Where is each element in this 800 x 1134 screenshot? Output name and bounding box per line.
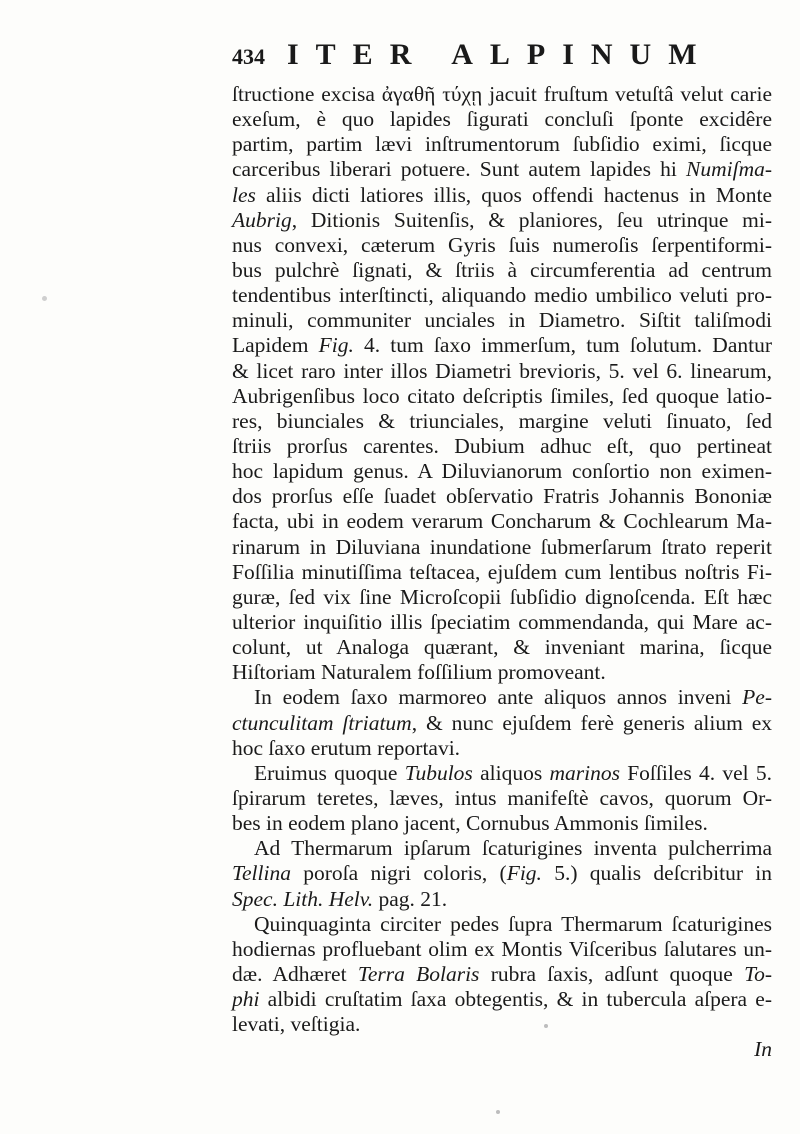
text-run: dæ. Adhæret xyxy=(232,961,358,986)
text-run: & licet raro inter illos Diametri brevioris, 5. vel 6. linearum, xyxy=(232,358,772,383)
text-line xyxy=(232,685,772,710)
text-run: colunt, ut Analoga quærant, & inveniant marina, ſicque xyxy=(232,635,772,660)
text-line xyxy=(232,1037,772,1062)
text-line xyxy=(232,283,772,308)
italic-term: Fig. xyxy=(318,333,354,358)
text-run: ſpirarum teretes, læves, intus manifeſtè cavos, quorum Or- xyxy=(232,785,772,810)
text-line xyxy=(232,937,772,962)
text-run: In eodem ſaxo marmoreo ante aliquos annos inveni xyxy=(254,685,743,710)
italic-term: Aubrig xyxy=(232,207,292,232)
running-title: ITER ALPINUM xyxy=(287,38,714,71)
italic-term: Spec. Lith. Helv. xyxy=(232,886,374,911)
text-line xyxy=(232,509,772,534)
text-run: bus pulchrè ſignati, & ſtriis à circumferentia ad centrum xyxy=(232,257,772,282)
ink-speck xyxy=(496,1110,500,1114)
text-line xyxy=(232,962,772,987)
text-line xyxy=(232,208,772,233)
italic-term: ctunculitam ſtriatum xyxy=(232,710,412,735)
text-line xyxy=(232,660,772,685)
text-line xyxy=(232,308,772,333)
text-run: Ad Thermarum ipſarum ſcaturigines inventa pulcherrima xyxy=(254,836,772,861)
italic-term: Fig. xyxy=(506,861,542,886)
text-run: , & nunc ejuſdem ferè generis alium ex xyxy=(411,710,772,735)
text-run: poroſa nigri coloris, ( xyxy=(290,861,507,886)
text-run: Quinquaginta circiter pedes ſupra Thermarum ſcaturigines xyxy=(254,911,772,936)
text-run: ſtructione excisa ἀγαθῆ τύχῃ jacuit fruſtum vetuſtâ velut carie xyxy=(232,82,772,106)
italic-term: les xyxy=(232,182,256,207)
text-line xyxy=(232,861,772,886)
text-line xyxy=(232,409,772,434)
text-run: dos prorſus eſſe ſuadet obſervatio Fratris Johannis Bononiæ xyxy=(232,484,772,509)
text-run: 5.) qualis deſcribitur in xyxy=(541,861,772,886)
text-line xyxy=(232,761,772,786)
text-line xyxy=(232,610,772,635)
text-run: levati, veſtigia. xyxy=(232,1012,361,1037)
text-run: Aubrigenſibus loco citato deſcriptis ſimiles, ſed quoque latio- xyxy=(232,383,772,408)
text-line xyxy=(232,157,772,182)
text-run: rubra ſaxis, adſunt quoque xyxy=(479,961,745,986)
text-run: res, biunciales & triunciales, margine veluti ſinuato, ſed xyxy=(232,408,772,433)
ink-speck xyxy=(544,1024,548,1028)
text-line xyxy=(232,333,772,358)
text-line xyxy=(232,635,772,660)
text-line xyxy=(232,183,772,208)
body-text xyxy=(232,82,772,1062)
text-run: carceribus liberari potuere. Sunt autem lapides hi xyxy=(232,157,686,182)
text-line xyxy=(232,258,772,283)
text-line xyxy=(232,484,772,509)
text-run: guræ, ſed vix ſine Microſcopii ſubſidio dignoſcenda. Eſt hæc xyxy=(232,584,772,609)
text-line xyxy=(232,836,772,861)
text-line xyxy=(232,1012,772,1037)
text-run: ſtriis prorſus carentes. Dubium adhuc eſt, quo pertineat xyxy=(232,433,772,458)
text-run: nus convexi, cæterum Gyris ſuis numeroſis ſerpentiformi- xyxy=(232,232,772,257)
text-run: tendentibus interſtincti, aliquando medio umbilico veluti pro- xyxy=(232,283,772,308)
catchword: In xyxy=(754,1037,772,1062)
text-line xyxy=(232,535,772,560)
italic-term: Terra Bolaris xyxy=(357,961,480,986)
text-run: hoc ſaxo erutum reportavi. xyxy=(232,735,461,760)
text-run: aliis dicti latiores illis, quos offendi hactenus in Monte xyxy=(255,182,772,207)
text-run: aliquos xyxy=(472,760,550,785)
text-run: minuli, communiter unciales in Diametro. Siſtit taliſmodi xyxy=(232,308,772,333)
text-run: hoc lapidum genus. A Diluvianorum conſortio non eximen- xyxy=(232,459,772,484)
text-run: pag. 21. xyxy=(373,886,448,911)
text-line xyxy=(232,811,772,836)
text-run: albidi cruſtatim ſaxa obtegentis, & in tubercula aſpera e- xyxy=(259,987,772,1012)
text-line xyxy=(232,560,772,585)
italic-term: Pe- xyxy=(742,685,772,710)
text-run: Foſſiles 4. vel 5. xyxy=(619,760,773,785)
italic-term: Tellina xyxy=(232,861,291,886)
text-run: Foſſilia minutiſſima teſtacea, ejuſdem cum lentibus noſtris Fi- xyxy=(232,559,772,584)
italic-term: Numiſma- xyxy=(686,157,772,182)
italic-term: marinos xyxy=(549,760,620,785)
italic-term: phi xyxy=(232,987,260,1012)
text-line xyxy=(232,711,772,736)
text-run: partim, partim lævi inſtrumentorum ſubſidio eximi, ſicque xyxy=(232,132,772,157)
text-line xyxy=(232,786,772,811)
text-run: , Ditionis Suitenſis, & planiores, ſeu utrinque mi- xyxy=(291,207,772,232)
text-line xyxy=(232,459,772,484)
italic-term: Tubulos xyxy=(404,760,473,785)
text-run: bes in eodem plano jacent, Cornubus Ammonis ſimiles. xyxy=(232,811,708,836)
text-line xyxy=(232,359,772,384)
text-line xyxy=(232,987,772,1012)
text-line xyxy=(232,434,772,459)
text-line xyxy=(232,107,772,132)
page-number: 434 xyxy=(232,44,265,69)
text-run: exeſum, è quo lapides ſigurati concluſi ſponte excidêre xyxy=(232,107,772,132)
italic-term: To- xyxy=(744,961,772,986)
text-line xyxy=(232,132,772,157)
text-line xyxy=(232,384,772,409)
text-run: Lapidem xyxy=(232,333,319,358)
text-run: rinarum in Diluviana inundatione ſubmerſarum ſtrato reperit xyxy=(232,534,772,559)
text-run: ulterior inquiſitio illis ſpeciatim commendanda, qui Mare ac- xyxy=(232,609,772,634)
text-run: Hiſtoriam Naturalem foſſilium promoveant. xyxy=(232,660,606,685)
text-run: facta, ubi in eodem verarum Concharum & Cochlearum Ma- xyxy=(232,509,772,534)
text-run: hodiernas profluebant olim ex Montis Viſceribus ſalutares un- xyxy=(232,936,772,961)
text-line xyxy=(232,585,772,610)
text-line xyxy=(232,736,772,761)
ink-speck xyxy=(42,296,47,301)
text-line xyxy=(232,82,772,107)
text-line xyxy=(232,912,772,937)
text-run: Eruimus quoque xyxy=(254,760,405,785)
text-line xyxy=(232,233,772,258)
page-header xyxy=(232,38,772,78)
text-run: 4. tum ſaxo immerſum, tum ſolutum. Dantur xyxy=(353,333,772,358)
text-line xyxy=(232,887,772,912)
